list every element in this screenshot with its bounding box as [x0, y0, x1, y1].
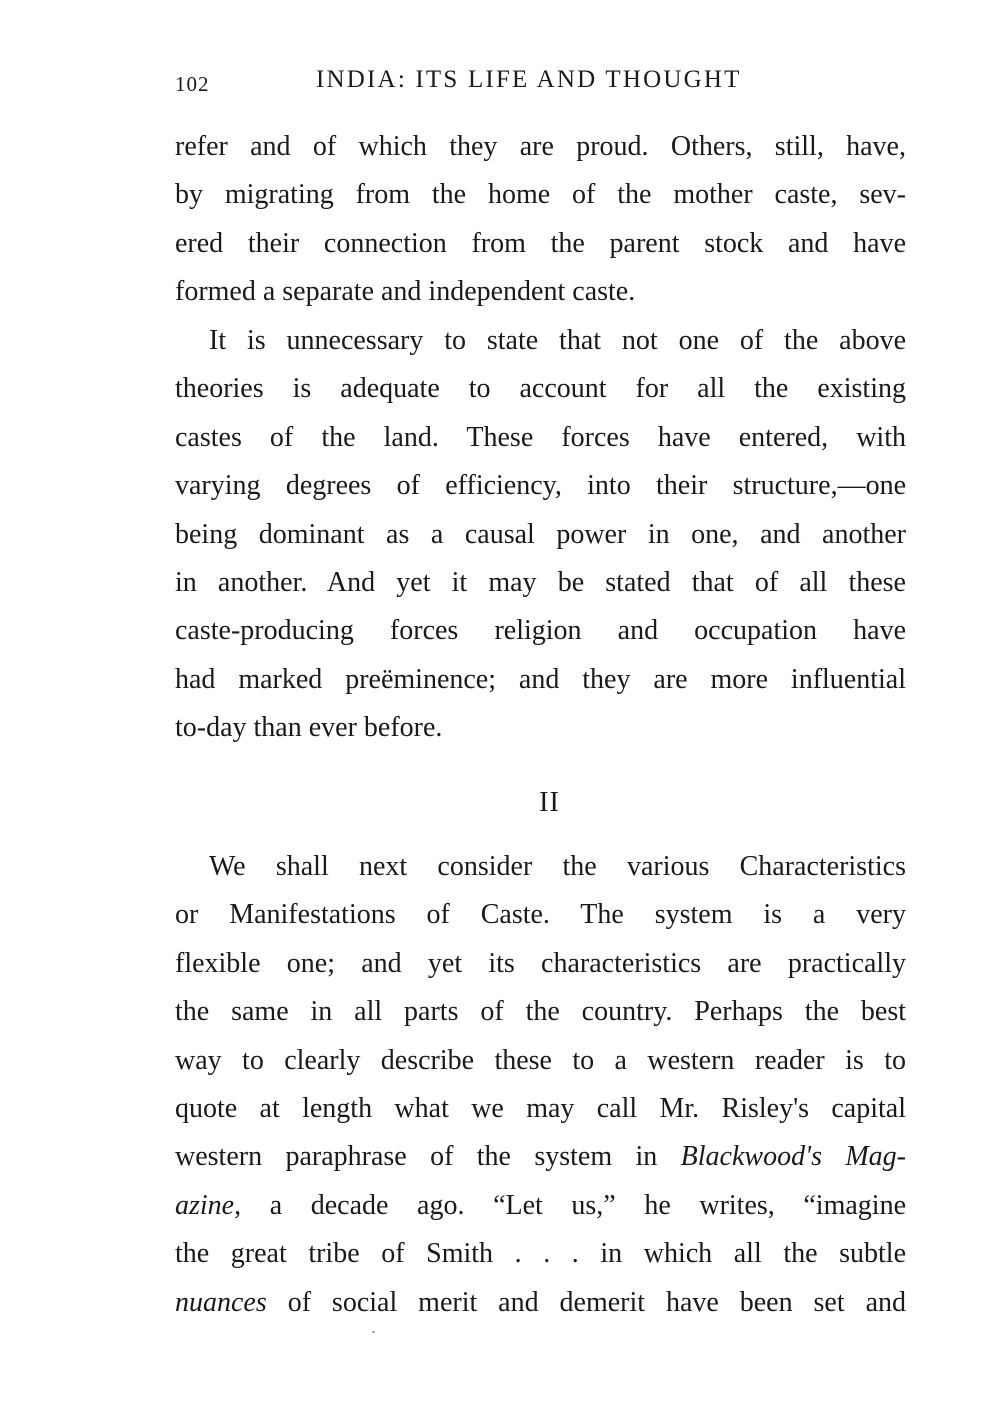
text-line: being dominant as a causal power in one, and another — [175, 518, 906, 550]
section-heading: II — [539, 787, 560, 818]
text-line: way to clearly describe these to a western reader is to — [175, 1044, 906, 1076]
line-text: , a decade ago. “Let us,” he writes, “imagine — [234, 1189, 906, 1221]
text-line: the great tribe of Smith . . . in which all the subtle — [175, 1238, 906, 1270]
paragraph-3 — [175, 843, 906, 1327]
line-text: of social merit and demerit have been set and — [266, 1286, 906, 1318]
text-line: in another. And yet it may be stated that of all these — [175, 566, 906, 598]
text-line: to-day than ever before. — [175, 712, 443, 744]
magazine-title-part1: Blackwood's Mag- — [680, 1141, 906, 1173]
line-text: western paraphrase of the system in — [175, 1141, 681, 1173]
text-line: or Manifestations of Caste. The system is a very — [175, 899, 906, 931]
text-line: caste-producing forces religion and occupation have — [175, 615, 906, 647]
text-line: had marked preëminence; and they are more influential — [175, 663, 906, 695]
text-line: We shall next consider the various Characteristics — [209, 851, 906, 882]
running-title: INDIA: ITS LIFE AND THOUGHT — [316, 66, 742, 93]
running-head — [175, 66, 905, 106]
print-speck — [372, 1331, 375, 1333]
text-line: ered their connection from the parent stock and have — [175, 227, 906, 259]
page-number: 102 — [175, 72, 210, 96]
text-line: varying degrees of efficiency, into their structure,—one — [175, 470, 906, 502]
text-line — [175, 1133, 906, 1181]
text-line: castes of the land. These forces have entered, with — [175, 421, 906, 453]
text-line: quote at length what we may call Mr. Risley's capital — [175, 1092, 906, 1124]
text-line: formed a separate and independent caste. — [175, 276, 636, 308]
magazine-title-part2: azine — [175, 1189, 235, 1221]
text-line: refer and of which they are proud. Others, still, have, — [175, 131, 906, 162]
italic-nuances: nuances — [175, 1286, 267, 1318]
text-line — [175, 1279, 906, 1327]
paragraph-2 — [175, 317, 906, 753]
text-line — [175, 1182, 906, 1230]
text-line: theories is adequate to account for all the existing — [175, 373, 906, 405]
paragraph-1 — [175, 123, 906, 317]
text-line: It is unnecessary to state that not one of the above — [209, 325, 906, 356]
text-line: flexible one; and yet its characteristics are practically — [175, 947, 906, 979]
text-line: the same in all parts of the country. Perhaps the best — [175, 996, 906, 1028]
text-line: by migrating from the home of the mother caste, sev- — [175, 179, 906, 211]
